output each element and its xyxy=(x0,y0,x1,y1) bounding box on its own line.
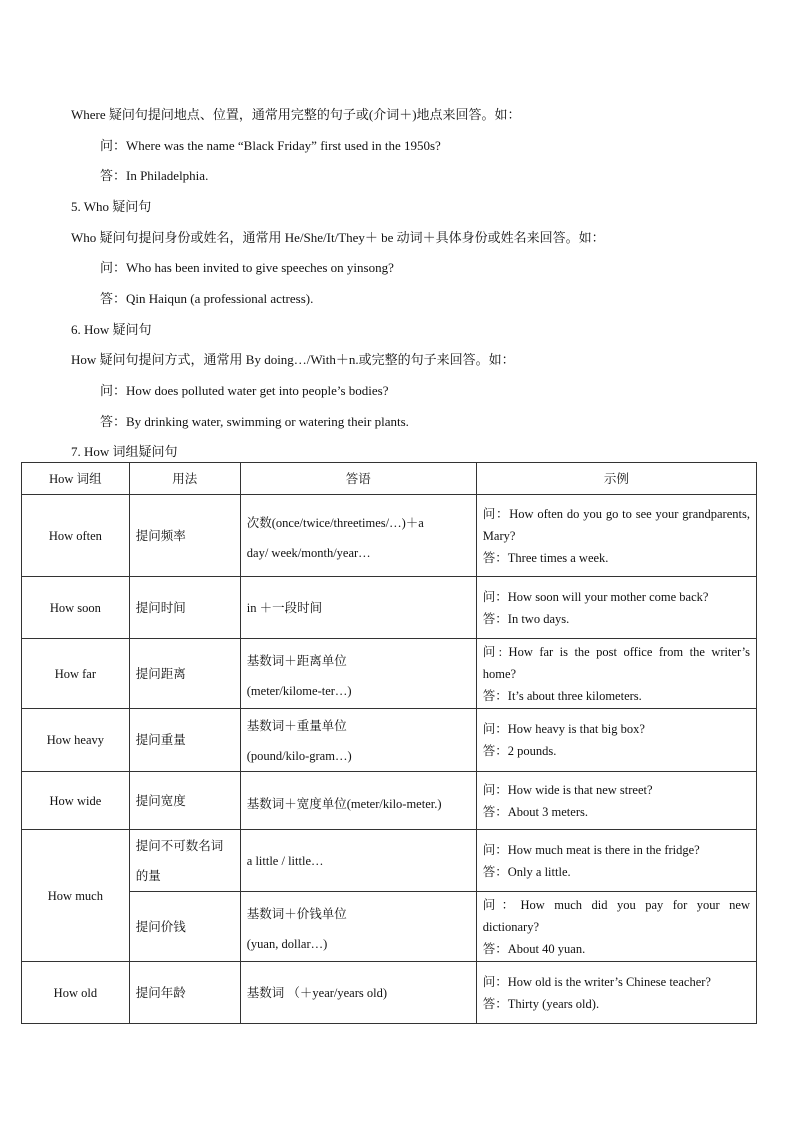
who-question: 问：Who has been invited to give speeches on yinsong? xyxy=(100,260,394,275)
example-cell xyxy=(476,830,756,892)
where-question: 问：Where was the name “Black Friday” first used in the 1950s? xyxy=(100,138,441,153)
example-question: 问：How much meat is there in the fridge? xyxy=(482,842,700,857)
usage-cell: 提问时间 xyxy=(129,577,240,639)
example-cell xyxy=(476,639,756,709)
header-phrase: How 词组 xyxy=(22,463,130,495)
example-question: 问：How soon will your mother come back? xyxy=(482,589,709,604)
usage-cell: 提问价钱 xyxy=(129,892,240,962)
usage-cell: 提问宽度 xyxy=(129,772,240,830)
usage-cell xyxy=(129,830,240,892)
example-cell xyxy=(476,772,756,830)
answer-cell xyxy=(240,495,476,577)
example-question: 问：How heavy is that big box? xyxy=(482,722,645,736)
table-row xyxy=(22,962,757,1024)
example-answer: 答：Only a little. xyxy=(482,864,571,879)
how-phrase-heading: 7. How 词组疑问句 xyxy=(71,444,178,459)
example-answer: 答：About 3 meters. xyxy=(482,804,588,819)
answer-line: (meter/kilome-ter…) xyxy=(246,683,352,698)
answer-line: (yuan, dollar…) xyxy=(246,936,328,951)
header-answer: 答语 xyxy=(240,463,476,495)
how-question: 问：How does polluted water get into people’s bodies? xyxy=(100,383,389,398)
example-answer: 答：Thirty (years old). xyxy=(482,996,600,1011)
who-heading: 5. Who 疑问句 xyxy=(71,199,152,214)
answer-line: 次数(once/twice/threetimes/…)＋a xyxy=(246,515,424,530)
answer-cell xyxy=(240,709,476,772)
example-cell xyxy=(476,709,756,772)
answer-cell xyxy=(240,772,476,830)
header-usage: 用法 xyxy=(129,463,240,495)
answer-cell xyxy=(240,639,476,709)
how-heading: 6. How 疑问句 xyxy=(71,322,152,337)
usage-cell: 提问年龄 xyxy=(129,962,240,1024)
phrase-cell: How old xyxy=(22,962,130,1024)
table-header-row xyxy=(22,463,757,495)
answer-line: 基数词＋价钱单位 xyxy=(246,906,347,921)
where-description: Where 疑问句提问地点、位置，通常用完整的句子或(介词＋)地点来回答。如： xyxy=(71,107,521,122)
answer-line: in ＋一段时间 xyxy=(246,600,323,615)
answer-cell xyxy=(240,577,476,639)
who-description: Who 疑问句提问身份或姓名，通常用 He/She/It/They＋ be 动词＋具体身份或姓名来回答。如： xyxy=(71,230,605,245)
table-row xyxy=(22,577,757,639)
example-cell xyxy=(476,892,756,962)
answer-line: 基数词＋宽度单位(meter/kilo-meter.) xyxy=(246,796,442,811)
example-cell xyxy=(476,577,756,639)
table-row xyxy=(22,892,757,962)
phrase-cell: How wide xyxy=(22,772,130,830)
answer-cell xyxy=(240,892,476,962)
example-answer: 答：About 40 yuan. xyxy=(482,941,586,956)
phrase-cell: How heavy xyxy=(22,709,130,772)
phrase-cell: How far xyxy=(22,639,130,709)
where-answer: 答：In Philadelphia. xyxy=(100,168,209,183)
table-row xyxy=(22,639,757,709)
how-phrase-table xyxy=(21,462,757,1024)
example-answer: 答：Three times a week. xyxy=(482,550,609,565)
answer-line: a little / little… xyxy=(246,853,324,868)
answer-line: 基数词＋重量单位 xyxy=(246,719,347,733)
table-row xyxy=(22,495,757,577)
example-question: 问：How much did you pay for your new dictionary? xyxy=(482,897,750,934)
example-question: 问：How often do you go to see your grandparents, Mary? xyxy=(482,506,750,543)
usage-cell: 提问频率 xyxy=(129,495,240,577)
example-answer: 答：2 pounds. xyxy=(482,744,557,758)
answer-cell xyxy=(240,830,476,892)
example-answer: 答：It’s about three kilometers. xyxy=(482,688,642,703)
who-answer: 答：Qin Haiqun (a professional actress). xyxy=(100,291,314,306)
answer-line: 基数词＋距离单位 xyxy=(246,653,347,668)
how-answer: 答：By drinking water, swimming or watering their plants. xyxy=(100,414,409,429)
example-answer: 答：In two days. xyxy=(482,611,570,626)
example-cell xyxy=(476,495,756,577)
phrase-cell: How soon xyxy=(22,577,130,639)
header-example: 示例 xyxy=(476,463,756,495)
answer-cell xyxy=(240,962,476,1024)
example-question: 问: How far is the post office from the writer’s home? xyxy=(482,644,750,681)
phrase-cell: How much xyxy=(22,830,130,962)
how-description: How 疑问句提问方式，通常用 By doing…/With＋n.或完整的句子来回答。如： xyxy=(71,352,515,367)
answer-line: 基数词 （＋year/years old) xyxy=(246,985,388,1000)
example-cell xyxy=(476,962,756,1024)
answer-line: day/ week/month/year… xyxy=(246,545,371,560)
example-question: 问：How old is the writer’s Chinese teacher? xyxy=(482,974,711,989)
usage-text: 提问不可数名词的量 xyxy=(135,838,224,883)
usage-cell: 提问重量 xyxy=(129,709,240,772)
table-row xyxy=(22,772,757,830)
table-row xyxy=(22,709,757,772)
table-row xyxy=(22,830,757,892)
usage-cell: 提问距离 xyxy=(129,639,240,709)
phrase-cell: How often xyxy=(22,495,130,577)
answer-line: (pound/kilo-gram…) xyxy=(246,749,352,763)
example-question: 问：How wide is that new street? xyxy=(482,782,653,797)
